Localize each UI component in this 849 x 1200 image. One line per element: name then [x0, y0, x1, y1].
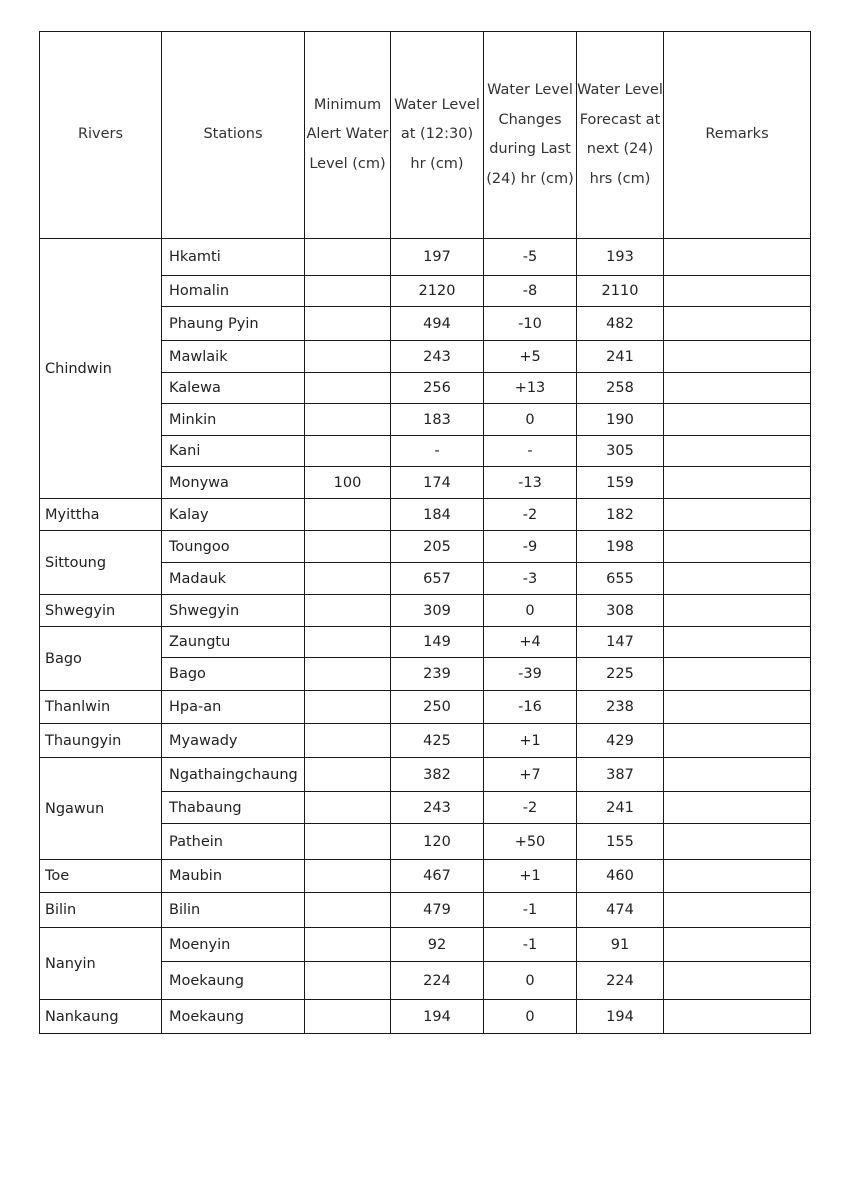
station-cell: Bago	[162, 658, 305, 691]
level-change-cell: -16	[484, 691, 577, 724]
header-stations: Stations	[162, 32, 305, 239]
table-row	[40, 758, 811, 792]
min-alert-cell: 100	[305, 467, 391, 499]
header-rivers: Rivers	[40, 32, 162, 239]
header-remarks: Remarks	[664, 32, 811, 239]
station-cell: Kalewa	[162, 373, 305, 404]
min-alert-cell	[305, 531, 391, 563]
level-change-cell: -	[484, 436, 577, 467]
level-change-cell: -1	[484, 893, 577, 928]
min-alert-cell	[305, 436, 391, 467]
remarks-cell	[664, 531, 811, 563]
river-cell: Thanlwin	[40, 691, 162, 724]
min-alert-cell	[305, 563, 391, 595]
water-level-cell: 250	[391, 691, 484, 724]
station-cell: Minkin	[162, 404, 305, 436]
forecast-cell: 238	[577, 691, 664, 724]
table-row	[40, 724, 811, 758]
table-row	[40, 595, 811, 627]
station-cell: Bilin	[162, 893, 305, 928]
min-alert-cell	[305, 499, 391, 531]
level-change-cell: -3	[484, 563, 577, 595]
water-level-cell: 224	[391, 962, 484, 1000]
water-level-cell: 382	[391, 758, 484, 792]
river-cell: Toe	[40, 860, 162, 893]
forecast-cell: 194	[577, 1000, 664, 1034]
min-alert-cell	[305, 758, 391, 792]
level-change-cell: +50	[484, 824, 577, 860]
station-cell: Hkamti	[162, 239, 305, 276]
header-min-alert-level: Minimum Alert Water Level (cm)	[305, 32, 391, 239]
min-alert-cell	[305, 627, 391, 658]
level-change-cell: +7	[484, 758, 577, 792]
water-level-cell: 194	[391, 1000, 484, 1034]
water-level-cell: 174	[391, 467, 484, 499]
water-level-cell: 479	[391, 893, 484, 928]
forecast-cell: 387	[577, 758, 664, 792]
forecast-cell: 460	[577, 860, 664, 893]
river-cell: Sittoung	[40, 531, 162, 595]
table-row	[40, 627, 811, 658]
level-change-cell: -2	[484, 499, 577, 531]
forecast-cell: 474	[577, 893, 664, 928]
min-alert-cell	[305, 341, 391, 373]
min-alert-cell	[305, 824, 391, 860]
min-alert-cell	[305, 893, 391, 928]
min-alert-cell	[305, 595, 391, 627]
forecast-cell: 182	[577, 499, 664, 531]
remarks-cell	[664, 373, 811, 404]
water-level-cell: 309	[391, 595, 484, 627]
water-level-cell: 92	[391, 928, 484, 962]
remarks-cell	[664, 658, 811, 691]
river-cell: Chindwin	[40, 239, 162, 499]
table-row	[40, 860, 811, 893]
remarks-cell	[664, 724, 811, 758]
water-level-cell: 243	[391, 341, 484, 373]
river-cell: Ngawun	[40, 758, 162, 860]
water-level-cell: -	[391, 436, 484, 467]
water-level-cell: 494	[391, 307, 484, 341]
min-alert-cell	[305, 373, 391, 404]
remarks-cell	[664, 563, 811, 595]
level-change-cell: -10	[484, 307, 577, 341]
remarks-cell	[664, 436, 811, 467]
forecast-cell: 198	[577, 531, 664, 563]
remarks-cell	[664, 758, 811, 792]
level-change-cell: +5	[484, 341, 577, 373]
min-alert-cell	[305, 792, 391, 824]
water-level-cell: 467	[391, 860, 484, 893]
water-level-cell: 184	[391, 499, 484, 531]
forecast-cell: 91	[577, 928, 664, 962]
water-level-cell: 2120	[391, 276, 484, 307]
station-cell: Madauk	[162, 563, 305, 595]
water-level-cell: 197	[391, 239, 484, 276]
forecast-cell: 241	[577, 341, 664, 373]
min-alert-cell	[305, 860, 391, 893]
remarks-cell	[664, 276, 811, 307]
river-cell: Shwegyin	[40, 595, 162, 627]
river-cell: Bilin	[40, 893, 162, 928]
station-cell: Mawlaik	[162, 341, 305, 373]
table-row	[40, 239, 811, 276]
forecast-cell: 159	[577, 467, 664, 499]
level-change-cell: +1	[484, 860, 577, 893]
remarks-cell	[664, 962, 811, 1000]
table-row	[40, 691, 811, 724]
water-level-table	[39, 31, 811, 1034]
min-alert-cell	[305, 404, 391, 436]
level-change-cell: 0	[484, 595, 577, 627]
table-body	[40, 239, 811, 1034]
station-cell: Toungoo	[162, 531, 305, 563]
station-cell: Pathein	[162, 824, 305, 860]
remarks-cell	[664, 928, 811, 962]
remarks-cell	[664, 341, 811, 373]
water-level-cell: 120	[391, 824, 484, 860]
river-cell: Myittha	[40, 499, 162, 531]
water-level-cell: 205	[391, 531, 484, 563]
level-change-cell: -5	[484, 239, 577, 276]
station-cell: Hpa-an	[162, 691, 305, 724]
station-cell: Monywa	[162, 467, 305, 499]
remarks-cell	[664, 404, 811, 436]
table-row	[40, 1000, 811, 1034]
station-cell: Maubin	[162, 860, 305, 893]
river-cell: Nankaung	[40, 1000, 162, 1034]
level-change-cell: -8	[484, 276, 577, 307]
remarks-cell	[664, 792, 811, 824]
remarks-cell	[664, 860, 811, 893]
min-alert-cell	[305, 962, 391, 1000]
forecast-cell: 258	[577, 373, 664, 404]
river-cell: Bago	[40, 627, 162, 691]
level-change-cell: 0	[484, 962, 577, 1000]
forecast-cell: 155	[577, 824, 664, 860]
remarks-cell	[664, 239, 811, 276]
level-change-cell: -2	[484, 792, 577, 824]
min-alert-cell	[305, 658, 391, 691]
level-change-cell: +1	[484, 724, 577, 758]
table-row	[40, 928, 811, 962]
header-level-changes: Water Level Changes during Last (24) hr (cm)	[484, 32, 577, 239]
table-row	[40, 499, 811, 531]
level-change-cell: 0	[484, 404, 577, 436]
water-level-cell: 183	[391, 404, 484, 436]
forecast-cell: 190	[577, 404, 664, 436]
forecast-cell: 225	[577, 658, 664, 691]
min-alert-cell	[305, 691, 391, 724]
level-change-cell: -1	[484, 928, 577, 962]
water-level-cell: 239	[391, 658, 484, 691]
min-alert-cell	[305, 724, 391, 758]
remarks-cell	[664, 595, 811, 627]
remarks-cell	[664, 307, 811, 341]
table-row	[40, 531, 811, 563]
forecast-cell: 147	[577, 627, 664, 658]
min-alert-cell	[305, 307, 391, 341]
station-cell: Kalay	[162, 499, 305, 531]
station-cell: Moekaung	[162, 1000, 305, 1034]
forecast-cell: 308	[577, 595, 664, 627]
remarks-cell	[664, 893, 811, 928]
river-cell: Nanyin	[40, 928, 162, 1000]
forecast-cell: 224	[577, 962, 664, 1000]
station-cell: Phaung Pyin	[162, 307, 305, 341]
forecast-cell: 305	[577, 436, 664, 467]
min-alert-cell	[305, 276, 391, 307]
header-level-forecast: Water Level Forecast at next (24) hrs (cm)	[577, 32, 664, 239]
remarks-cell	[664, 467, 811, 499]
level-change-cell: -13	[484, 467, 577, 499]
level-change-cell: +13	[484, 373, 577, 404]
station-cell: Thabaung	[162, 792, 305, 824]
water-level-cell: 425	[391, 724, 484, 758]
station-cell: Moenyin	[162, 928, 305, 962]
remarks-cell	[664, 1000, 811, 1034]
forecast-cell: 2110	[577, 276, 664, 307]
river-cell: Thaungyin	[40, 724, 162, 758]
level-change-cell: +4	[484, 627, 577, 658]
forecast-cell: 193	[577, 239, 664, 276]
water-level-cell: 149	[391, 627, 484, 658]
water-level-cell: 657	[391, 563, 484, 595]
level-change-cell: -39	[484, 658, 577, 691]
water-level-cell: 243	[391, 792, 484, 824]
station-cell: Ngathaingchaung	[162, 758, 305, 792]
level-change-cell: 0	[484, 1000, 577, 1034]
header-row	[40, 32, 811, 239]
station-cell: Shwegyin	[162, 595, 305, 627]
remarks-cell	[664, 499, 811, 531]
station-cell: Kani	[162, 436, 305, 467]
level-change-cell: -9	[484, 531, 577, 563]
water-level-cell: 256	[391, 373, 484, 404]
min-alert-cell	[305, 928, 391, 962]
table-row	[40, 893, 811, 928]
forecast-cell: 655	[577, 563, 664, 595]
station-cell: Homalin	[162, 276, 305, 307]
station-cell: Moekaung	[162, 962, 305, 1000]
forecast-cell: 429	[577, 724, 664, 758]
forecast-cell: 241	[577, 792, 664, 824]
remarks-cell	[664, 691, 811, 724]
forecast-cell: 482	[577, 307, 664, 341]
station-cell: Zaungtu	[162, 627, 305, 658]
station-cell: Myawady	[162, 724, 305, 758]
min-alert-cell	[305, 1000, 391, 1034]
remarks-cell	[664, 627, 811, 658]
min-alert-cell	[305, 239, 391, 276]
remarks-cell	[664, 824, 811, 860]
header-water-level: Water Level at (12:30) hr (cm)	[391, 32, 484, 239]
